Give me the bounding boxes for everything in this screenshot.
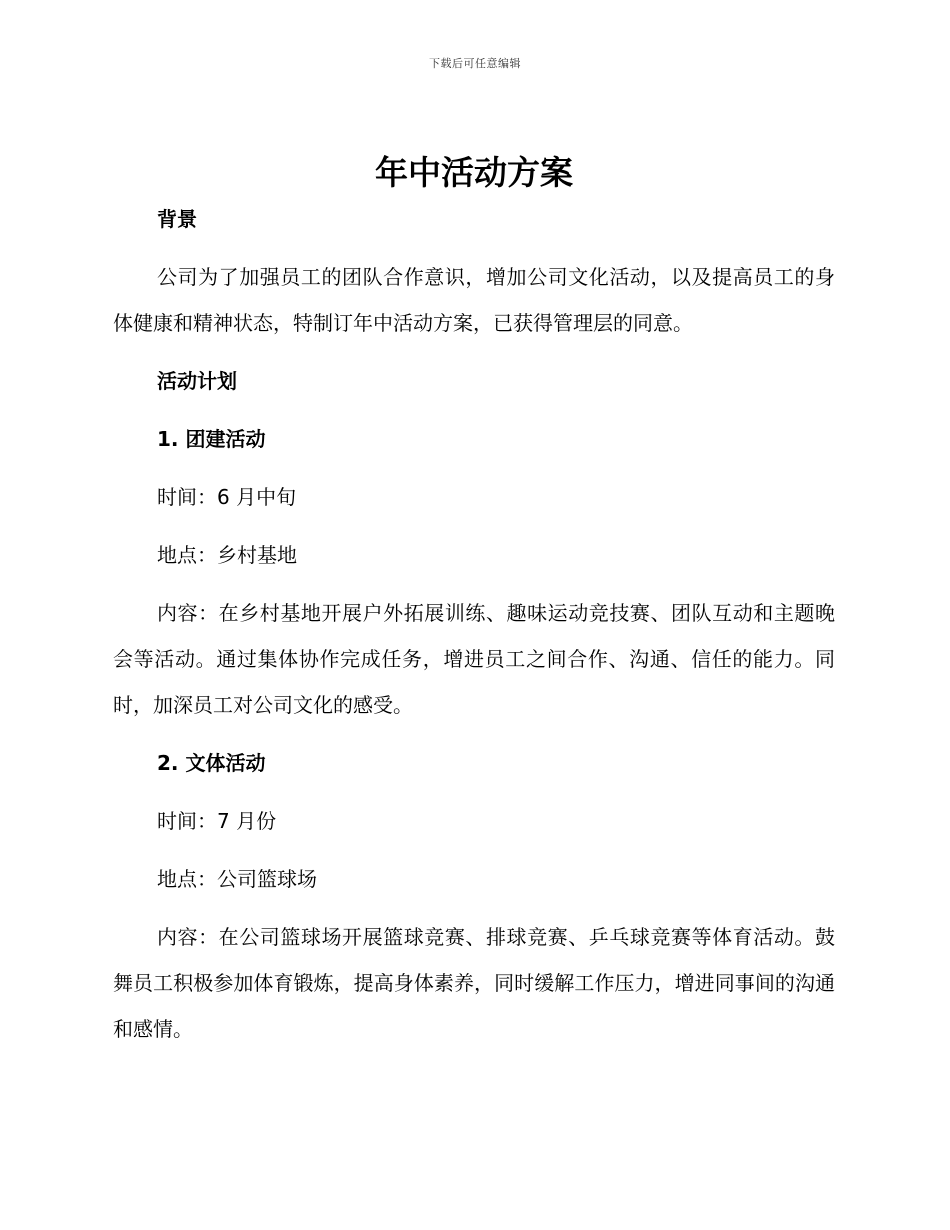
spacer [113, 902, 835, 914]
spacer [113, 728, 835, 740]
spacer [113, 786, 835, 798]
spacer [113, 844, 835, 856]
background-paragraph: 公司为了加强员工的团队合作意识，增加公司文化活动，以及提高员工的身体健康和精神状态，特制订年中活动方案，已获得管理层的同意。 [113, 265, 835, 335]
activity1-heading: 1. 团建活动 [157, 427, 266, 451]
spacer [113, 462, 835, 474]
activity2-heading: 2. 文体活动 [157, 751, 266, 775]
activity2-place: 地点：公司篮球场 [157, 867, 317, 891]
spacer [113, 578, 835, 590]
document-body [113, 148, 835, 1052]
spacer [113, 520, 835, 532]
activity2-time: 时间：7 月份 [157, 809, 277, 833]
background-heading: 背景 [157, 207, 197, 231]
activity1-time: 时间：6 月中旬 [157, 485, 297, 509]
spacer [113, 404, 835, 416]
spacer [113, 346, 835, 358]
activity2-content: 内容：在公司篮球场开展篮球竞赛、排球竞赛、乒乓球竞赛等体育活动。鼓舞员工积极参加体育锻炼，提高身体素养，同时缓解工作压力，增进同事间的沟通和感情。 [113, 925, 835, 1041]
plan-heading: 活动计划 [157, 369, 237, 393]
activity1-place: 地点：乡村基地 [157, 543, 297, 567]
activity1-content: 内容：在乡村基地开展户外拓展训练、趣味运动竞技赛、团队互动和主题晚会等活动。通过集体协作完成任务，增进员工之间合作、沟通、信任的能力。同时，加深员工对公司文化的感受。 [113, 601, 835, 717]
spacer [113, 242, 835, 254]
header-note: 下载后可任意编辑 [429, 57, 521, 70]
document-title: 年中活动方案 [375, 153, 573, 192]
